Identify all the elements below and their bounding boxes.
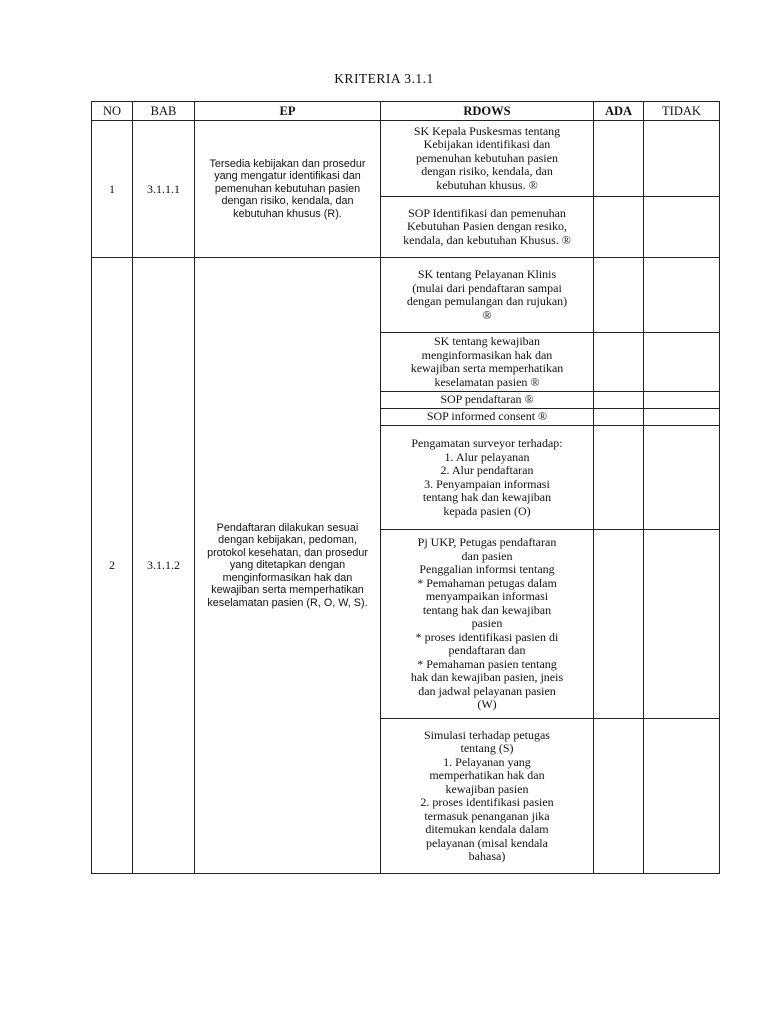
rdows-cell: SOP pendaftaran ® [381, 392, 594, 409]
tidak-checkbox-cell[interactable] [644, 719, 720, 874]
header-row [92, 102, 720, 121]
ada-checkbox-cell[interactable] [594, 121, 644, 197]
ada-checkbox-cell[interactable] [594, 258, 644, 333]
row-ep: Tersedia kebijakan dan prosedur yang mengatur identifikasi dan pemenuhan kebutuhan pasien dengan risiko, kendala, dan kebutuhan khusus (R). [195, 121, 381, 258]
row-number: 1 [92, 121, 133, 258]
rdows-cell: SK Kepala Puskesmas tentang Kebijakan identifikasi dan pemenuhan kebutuhan pasien dengan risiko, kendala, dan kebutuhan khusus. ® [381, 121, 594, 197]
header-tidak: TIDAK [644, 102, 720, 121]
tidak-checkbox-cell[interactable] [644, 530, 720, 719]
criteria-table [91, 101, 720, 874]
table-row [92, 258, 720, 333]
tidak-checkbox-cell[interactable] [644, 333, 720, 392]
row-number: 2 [92, 258, 133, 874]
ada-checkbox-cell[interactable] [594, 530, 644, 719]
ada-checkbox-cell[interactable] [594, 719, 644, 874]
row-ep: Pendaftaran dilakukan sesuai dengan kebijakan, pedoman, protokol kesehatan, dan prosedur yang ditetapkan dengan menginformasikan hak dan kewajiban serta memperhatikan keselamatan pasien (R, O, W, S). [195, 258, 381, 874]
rdows-cell: Pj UKP, Petugas pendaftaran dan pasien Penggalian informsi tentang * Pemahaman petugas dalam menyampaikan informasi tentang hak dan kewajiban pasien * proses identifikasi pasien di pendaftaran dan * Pemahaman pasien tentang hak dan kewajiban pasien, jneis dan jadwal pelayanan pasien (W) [381, 530, 594, 719]
table-row [92, 121, 720, 197]
row-bab: 3.1.1.2 [133, 258, 195, 874]
row-bab: 3.1.1.1 [133, 121, 195, 258]
header-rdows: RDOWS [381, 102, 594, 121]
ada-checkbox-cell[interactable] [594, 333, 644, 392]
rdows-cell: SOP Identifikasi dan pemenuhan Kebutuhan Pasien dengan resiko, kendala, dan kebutuhan Khusus. ® [381, 197, 594, 258]
header-ep: EP [195, 102, 381, 121]
rdows-cell: Pengamatan surveyor terhadap: 1. Alur pelayanan 2. Alur pendaftaran 3. Penyampaian informasi tentang hak dan kewajiban kepada pasien (O) [381, 426, 594, 530]
header-ada: ADA [594, 102, 644, 121]
tidak-checkbox-cell[interactable] [644, 426, 720, 530]
header-no: NO [92, 102, 133, 121]
rdows-cell: SOP informed consent ® [381, 409, 594, 426]
tidak-checkbox-cell[interactable] [644, 258, 720, 333]
ada-checkbox-cell[interactable] [594, 197, 644, 258]
tidak-checkbox-cell[interactable] [644, 409, 720, 426]
tidak-checkbox-cell[interactable] [644, 197, 720, 258]
rdows-cell: SK tentang kewajiban menginformasikan hak dan kewajiban serta memperhatikan keselamatan pasien ® [381, 333, 594, 392]
header-bab: BAB [133, 102, 195, 121]
tidak-checkbox-cell[interactable] [644, 392, 720, 409]
ada-checkbox-cell[interactable] [594, 392, 644, 409]
ada-checkbox-cell[interactable] [594, 426, 644, 530]
document-title: KRITERIA 3.1.1 [334, 71, 434, 86]
rdows-cell: SK tentang Pelayanan Klinis (mulai dari pendaftaran sampai dengan pemulangan dan rujukan) ® [381, 258, 594, 333]
tidak-checkbox-cell[interactable] [644, 121, 720, 197]
rdows-cell: Simulasi terhadap petugas tentang (S) 1. Pelayanan yang memperhatikan hak dan kewajiban pasien 2. proses identifikasi pasien termasuk penanganan jika ditemukan kendala dalam pelayanan (misal kendala bahasa) [381, 719, 594, 874]
ada-checkbox-cell[interactable] [594, 409, 644, 426]
